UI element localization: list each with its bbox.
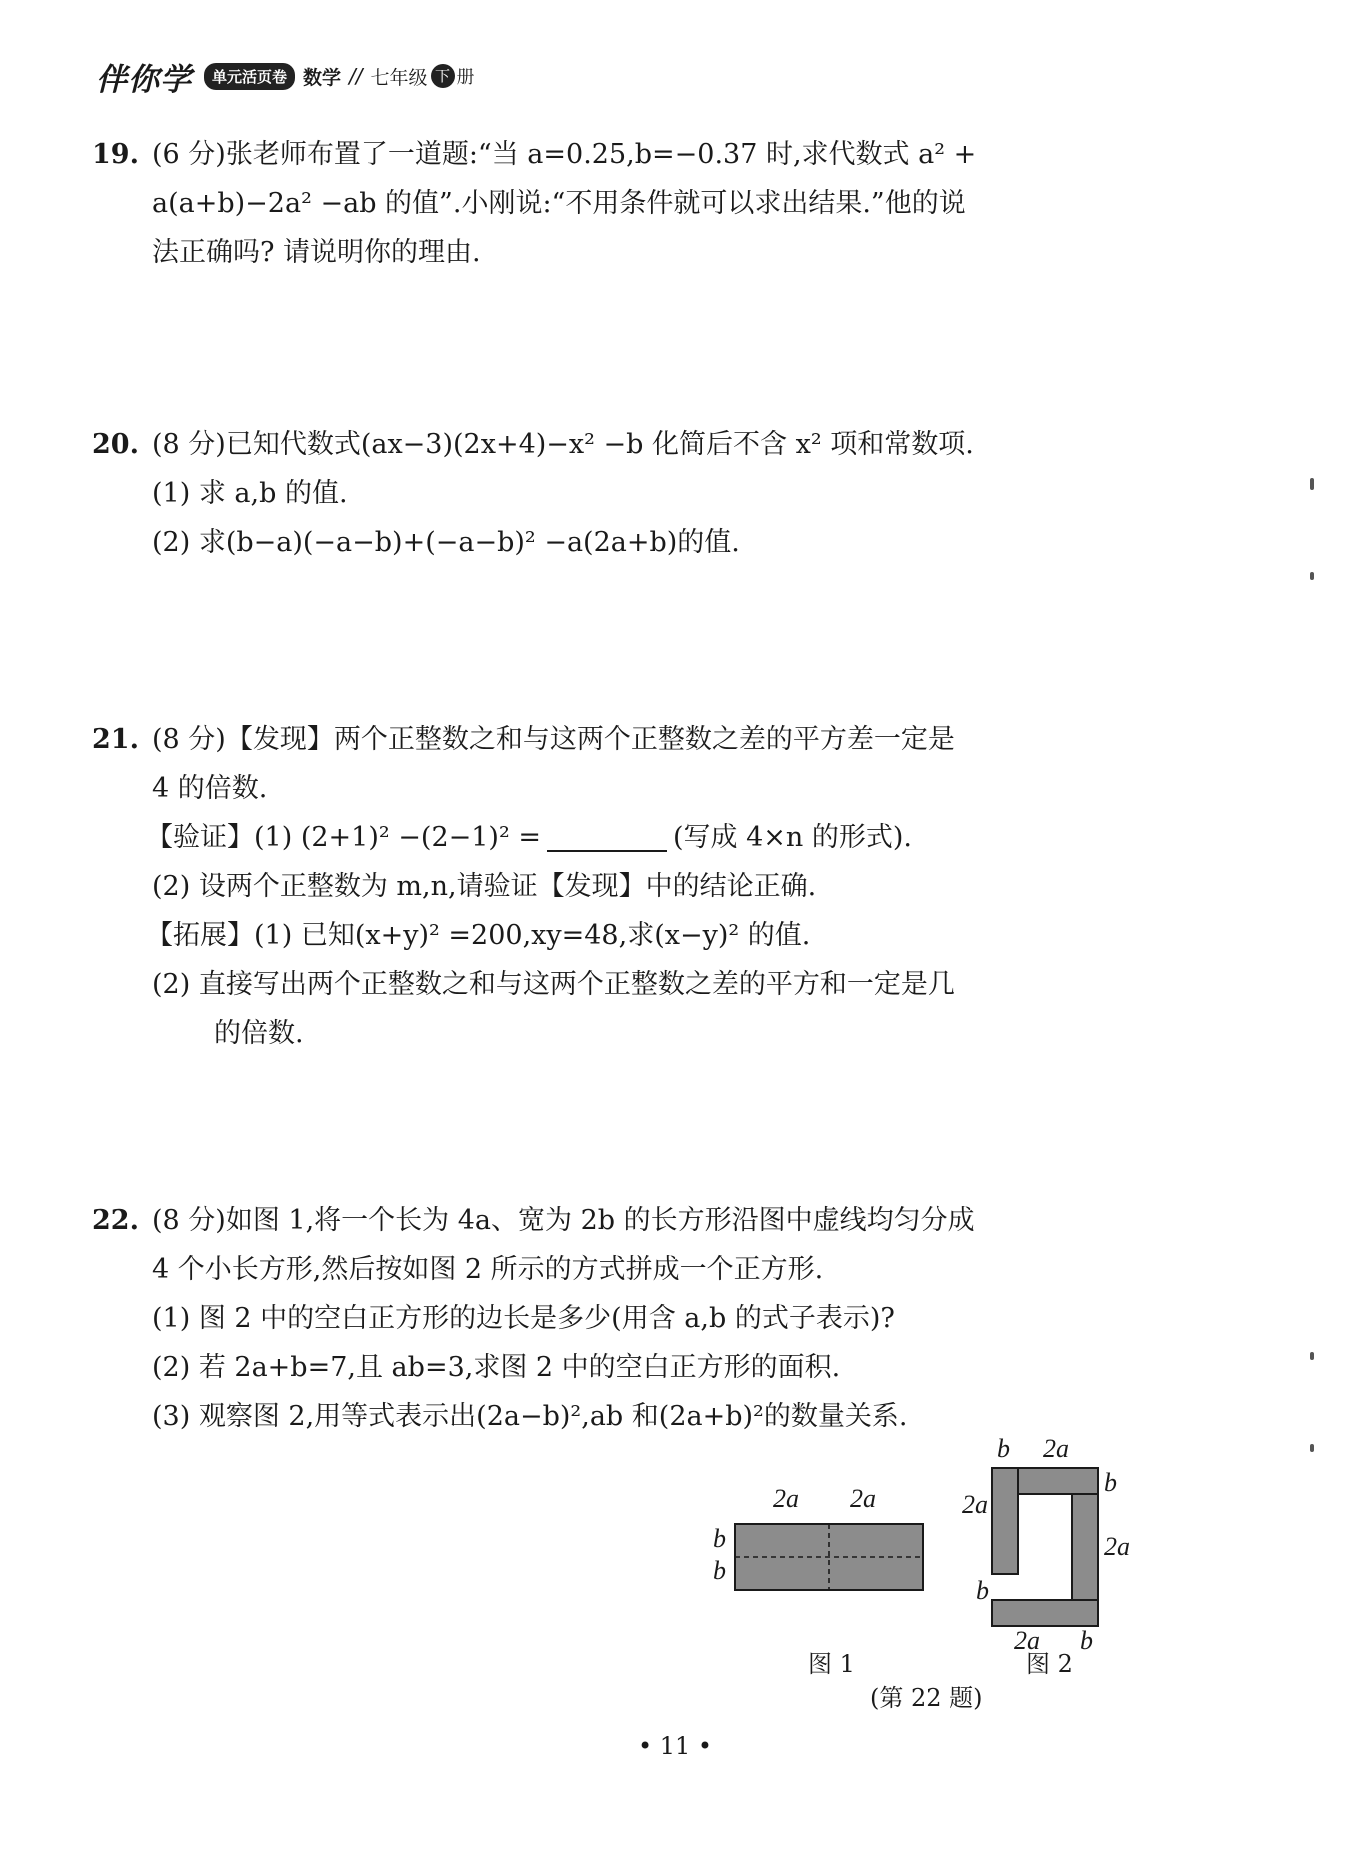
problem-number: 21. [92, 724, 139, 755]
volume-label [431, 63, 475, 89]
problem-20 [92, 420, 1172, 567]
verify-line [146, 813, 1172, 862]
fig1-caption: 图 1 [808, 1650, 855, 1678]
problem-line: 法正确吗? 请说明你的理由. [152, 237, 481, 268]
problem-line [92, 715, 1172, 764]
volume-circle: 下 [431, 64, 455, 88]
fig2-label-right-2a: 2a [1104, 1532, 1130, 1561]
subject-label: 数学 [303, 66, 342, 89]
figure-2-left-piece [992, 1468, 1018, 1574]
problem-text: (8 分)如图 1,将一个长为 4a、宽为 2b 的长方形沿图中虚线均匀分成 [152, 1205, 975, 1236]
grade-label: 七年级 [370, 66, 428, 89]
figure-2-bottom-piece [992, 1600, 1098, 1626]
subquestion-line: (1) 图 2 中的空白正方形的边长是多少(用含 a,b 的式子表示)? [152, 1303, 895, 1334]
problem-number: 20. [92, 429, 139, 460]
problem-line [92, 130, 1172, 179]
problem-line [92, 1196, 1172, 1245]
extend-line: 【拓展】(1) 已知(x+y)² =200,xy=48,求(x−y)² 的值. [146, 920, 811, 951]
page-number: • 11 • [637, 1732, 713, 1760]
fig1-label-top-left: 2a [773, 1484, 799, 1513]
problem-text: (8 分)已知代数式(ax−3)(2x+4)−x² −b 化简后不含 x² 项和常数项. [152, 429, 974, 460]
problem-text: (6 分)张老师布置了一道题:“当 a=0.25,b=−0.37 时,求代数式 a² + [152, 139, 977, 170]
scan-mark [1310, 478, 1314, 490]
problem-number: 19. [92, 139, 139, 170]
problem-text: (8 分)【发现】两个正整数之和与这两个正整数之差的平方差一定是 [152, 724, 955, 755]
subquestion-line: (2) 直接写出两个正整数之和与这两个正整数之差的平方和一定是几 [152, 969, 955, 1000]
scan-mark [1310, 1352, 1314, 1360]
problem-line: 4 个小长方形,然后按如图 2 所示的方式拼成一个正方形. [152, 1254, 824, 1285]
problem-line: 4 的倍数. [152, 773, 268, 804]
answer-blank [547, 820, 667, 852]
scan-mark [1310, 1444, 1314, 1452]
fig2-caption: 图 2 [1026, 1650, 1073, 1678]
page-header [96, 56, 475, 96]
problem-number: 22. [92, 1205, 139, 1236]
series-badge: 单元活页卷 [204, 63, 295, 90]
verify-text: 【验证】(1) (2+1)² −(2−1)² = [146, 822, 541, 853]
fig1-label-left-bottom: b [713, 1556, 726, 1585]
fig2-label-bottom-b: b [1080, 1626, 1093, 1655]
problem-19 [92, 130, 1172, 277]
fig2-label-left-2a: 2a [962, 1490, 988, 1519]
subquestion-line: (2) 设两个正整数为 m,n,请验证【发现】中的结论正确. [152, 871, 817, 902]
subquestion-line: (2) 求(b−a)(−a−b)+(−a−b)² −a(2a+b)的值. [152, 527, 740, 558]
subquestion-continuation: 的倍数. [214, 1018, 304, 1049]
header-separator: // [349, 64, 363, 88]
figure-2-right-piece [1072, 1494, 1098, 1600]
subquestion-line: (2) 若 2a+b=7,且 ab=3,求图 2 中的空白正方形的面积. [152, 1352, 841, 1383]
subquestion-line: (3) 观察图 2,用等式表示出(2a−b)²,ab 和(2a+b)²的数量关系. [152, 1401, 908, 1432]
problem-22 [92, 1196, 1172, 1441]
fig2-label-top-b: b [997, 1434, 1010, 1463]
subquestion-line: (1) 求 a,b 的值. [152, 478, 348, 509]
volume-suffix: 册 [456, 67, 475, 88]
brand-title: 伴你学 [96, 61, 192, 98]
fig1-label-left-top: b [713, 1524, 726, 1553]
fig2-label-right-b: b [1104, 1468, 1117, 1497]
scan-mark [1310, 572, 1314, 580]
fig2-label-left-b: b [976, 1576, 989, 1605]
figure-caption: (第 22 题) [870, 1684, 983, 1712]
problem-line [92, 420, 1172, 469]
fig2-label-top-2a: 2a [1043, 1434, 1069, 1463]
fig2-label-bottom-2a: 2a [1014, 1626, 1040, 1655]
verify-suffix: (写成 4×n 的形式). [672, 822, 912, 853]
problem-21 [92, 715, 1172, 1058]
fig1-label-top-right: 2a [850, 1484, 876, 1513]
problem-line: a(a+b)−2a² −ab 的值”.小刚说:“不用条件就可以求出结果.”他的说 [152, 188, 966, 219]
